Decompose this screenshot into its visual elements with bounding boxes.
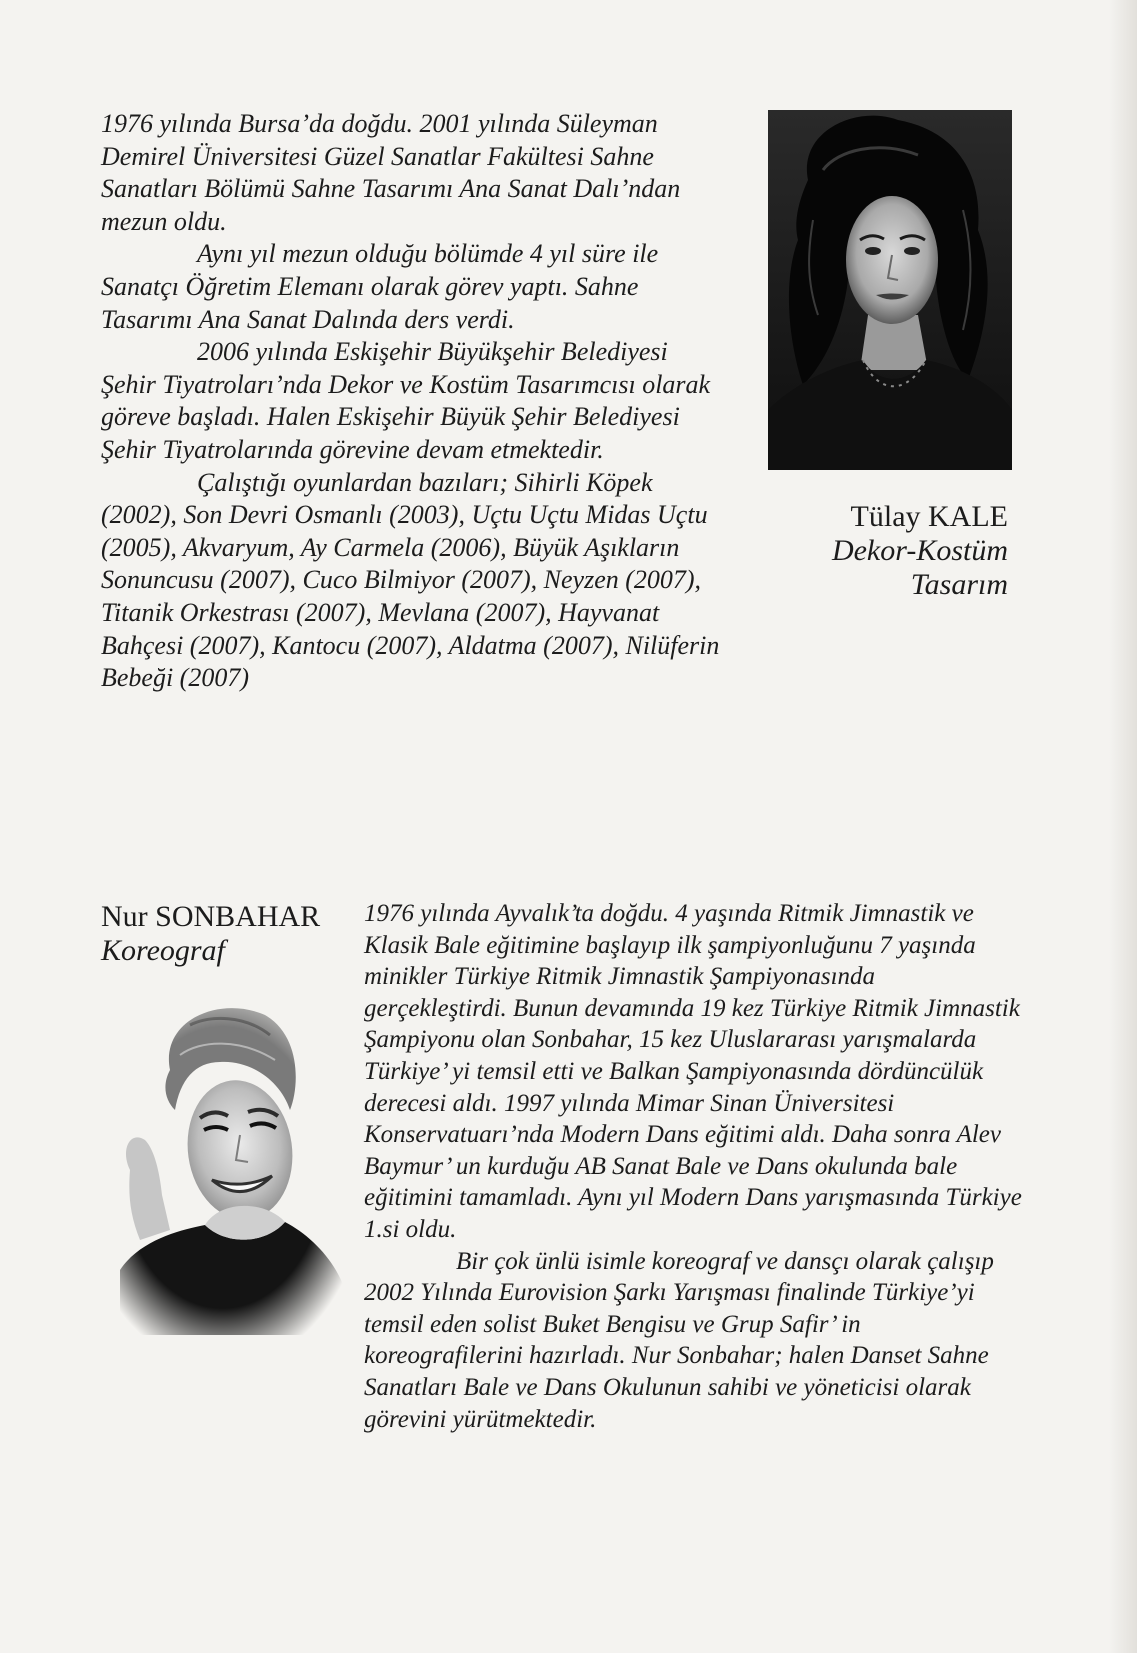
page-edge-shadow [1109, 0, 1137, 1653]
bio-paragraph: Çalıştığı oyunlardan bazıları; Sihirli Köpek (2002), Son Devri Osmanlı (2003), Uçtu Uçtu Midas Uçtu (2005), Akvaryum, Ay Carmela (2006), Büyük Aşıkların Sonuncusu (2007), Cuco Bilmiyor (2007), Neyzen (2007), Titanik Orkestrası (2007), Mevlana (2007), Hayvanat Bahçesi (2007), Kantocu (2007), Aldatma (2007), Nilüferin Bebeği (2007) [101, 467, 720, 693]
person-name: Tülay KALE [850, 500, 1008, 533]
portrait-photo-nur-sonbahar [100, 1000, 345, 1335]
caption-tulay-kale [780, 500, 1008, 602]
caption-nur-sonbahar [101, 900, 361, 968]
bio-text-nur-sonbahar [364, 898, 1024, 1435]
person-role-continued: Tasarım [910, 568, 1008, 601]
bio-paragraph: 2006 yılında Eskişehir Büyükşehir Belediyesi Şehir Tiyatroları’nda Dekor ve Kostüm Tasarımcısı olarak göreve başladı. Halen Eskişehir Büyük Şehir Belediyesi Şehir Tiyatrolarında görevine devam etmektedir. [101, 337, 711, 464]
portrait-photo-tulay-kale [768, 110, 1012, 470]
bio-text-tulay-kale [101, 108, 721, 695]
portrait-illustration [768, 110, 1012, 470]
bio-paragraph: 1976 yılında Bursa’da doğdu. 2001 yılında Süleyman Demirel Üniversitesi Güzel Sanatlar Fakültesi Sahne Sanatları Bölümü Sahne Tasarımı Ana Sanat Dalı’ndan mezun oldu. [101, 109, 681, 236]
person-name: Nur SONBAHAR [101, 900, 321, 933]
portrait-illustration [100, 1000, 345, 1335]
bio-paragraph: 1976 yılında Ayvalık’ta doğdu. 4 yaşında Ritmik Jimnastik ve Klasik Bale eğitimine başlayıp ilk şampiyonluğunu 7 yaşında minikler Türkiye Ritmik Jimnastik Şampiyonasında gerçekleştirdi. Bunun devamında 19 kez Türkiye Ritmik Jimnastik Şampiyonu olan Sonbahar, 15 kez Uluslararası yarışmalarda Türkiye’ yi temsil etti ve Balkan Şampiyonasında dördüncülük derecesi aldı. 1997 yılında Mimar Sinan Üniversitesi Konservatuarı’nda Modern Dans eğitimi aldı. Daha sonra Alev Baymur’ un kurduğu AB Sanat Bale ve Dans okulunda bale eğitimini tamamladı. Aynı yıl Modern Dans yarışmasında Türkiye 1.si oldu. [364, 900, 1022, 1243]
person-role: Dekor-Kostüm [831, 534, 1008, 567]
bio-paragraph: Aynı yıl mezun olduğu bölümde 4 yıl süre ile Sanatçı Öğretim Elemanı olarak görev yaptı. Sahne Tasarımı Ana Sanat Dalında ders verdi. [101, 239, 659, 334]
bio-paragraph: Bir çok ünlü isimle koreograf ve dansçı olarak çalışıp 2002 Yılında Eurovision Şarkı Yarışması finalinde Türkiye’yi temsil eden solist Buket Bengisu ve Grup Safir’ in koreografilerini hazırladı. Nur Sonbahar; halen Danset Sahne Sanatları Bale ve Dans Okulunun sahibi ve yöneticisi olarak görevini yürütmektedir. [364, 1247, 994, 1433]
person-role: Koreograf [101, 934, 225, 967]
